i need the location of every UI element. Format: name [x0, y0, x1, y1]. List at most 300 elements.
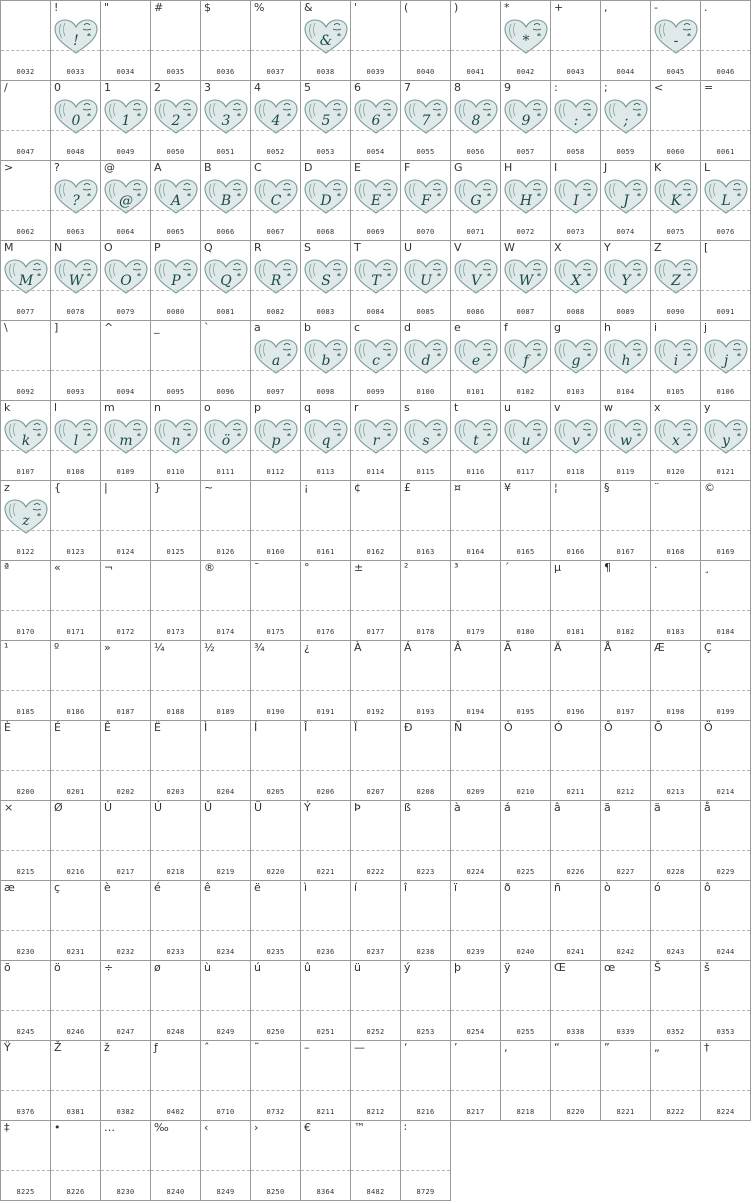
glyph-letter: 0 — [71, 113, 81, 129]
baseline-divider — [301, 770, 350, 771]
baseline-divider — [1, 450, 50, 451]
character-label: † — [704, 1041, 710, 1054]
glyph-cell — [100, 720, 150, 800]
glyph-cell — [500, 0, 550, 80]
glyph-cell — [100, 160, 150, 240]
glyph-letter: * — [522, 33, 530, 49]
glyph-cell — [250, 960, 300, 1040]
character-label: E — [354, 161, 361, 174]
baseline-divider — [151, 690, 200, 691]
character-code: 0249 — [216, 1028, 235, 1036]
character-code: 0353 — [716, 1028, 735, 1036]
baseline-divider — [451, 1010, 500, 1011]
glyph-cell — [200, 80, 250, 160]
glyph-cell — [200, 720, 250, 800]
character-label: 3 — [204, 81, 211, 94]
baseline-divider — [301, 930, 350, 931]
baseline-divider — [601, 850, 650, 851]
character-label: Ú — [154, 801, 163, 814]
glyph-cell — [250, 320, 300, 400]
character-label: f — [504, 321, 508, 334]
glyph-cell — [650, 800, 700, 880]
character-code: 0069 — [366, 228, 385, 236]
character-label: ¸ — [704, 561, 710, 574]
baseline-divider — [451, 770, 500, 771]
character-label: d — [404, 321, 411, 334]
character-code: 0177 — [366, 628, 385, 636]
baseline-divider — [701, 770, 750, 771]
glyph-cell — [600, 400, 650, 480]
glyph-cell — [150, 800, 200, 880]
character-label: ó — [654, 881, 661, 894]
character-code: 0220 — [266, 868, 285, 876]
glyph-cell — [500, 320, 550, 400]
character-code: 0181 — [566, 628, 585, 636]
glyph-letter: j — [723, 353, 729, 369]
glyph-letter: E — [370, 193, 382, 209]
character-code: 0119 — [616, 468, 635, 476]
baseline-divider — [201, 1010, 250, 1011]
glyph-letter: O — [120, 273, 132, 289]
glyph-letter: 9 — [521, 113, 531, 129]
glyph-cell — [650, 1040, 700, 1121]
character-code: 0090 — [666, 308, 685, 316]
character-code: 8224 — [716, 1108, 735, 1116]
glyph-cell — [650, 0, 700, 80]
baseline-divider — [601, 210, 650, 211]
glyph-letter: P — [171, 273, 181, 289]
glyph-letter: B — [220, 193, 232, 209]
baseline-divider — [251, 1090, 300, 1091]
glyph-cell — [450, 720, 500, 800]
character-label: D — [304, 161, 313, 174]
baseline-divider — [151, 50, 200, 51]
character-code: 0047 — [16, 148, 35, 156]
character-label: â — [554, 801, 561, 814]
glyph-cell — [400, 880, 450, 960]
character-label: e — [454, 321, 461, 334]
baseline-divider — [51, 130, 100, 131]
character-label: ä — [654, 801, 661, 814]
baseline-divider — [201, 1170, 250, 1171]
character-code: 0243 — [666, 948, 685, 956]
character-label: ž — [104, 1041, 110, 1054]
character-label: ^ — [104, 321, 114, 334]
character-code: 0064 — [116, 228, 135, 236]
baseline-divider — [1, 530, 50, 531]
glyph-cell — [450, 800, 500, 880]
character-code: 0167 — [616, 548, 635, 556]
baseline-divider — [151, 1170, 200, 1171]
character-label: ) — [454, 1, 459, 14]
character-code: 0170 — [16, 628, 35, 636]
character-code: 0056 — [466, 148, 485, 156]
glyph-cell — [700, 400, 751, 480]
character-code: 0232 — [116, 948, 135, 956]
baseline-divider — [451, 210, 500, 211]
baseline-divider — [151, 370, 200, 371]
character-code: 0160 — [266, 548, 285, 556]
glyph-cell — [250, 800, 300, 880]
glyph-cell — [300, 80, 350, 160]
baseline-divider — [601, 770, 650, 771]
character-label: ¦ — [554, 481, 558, 494]
character-label: ] — [54, 321, 59, 334]
glyph-cell — [700, 960, 751, 1040]
character-label: á — [504, 801, 511, 814]
character-label: × — [4, 801, 14, 814]
glyph-cell — [100, 960, 150, 1040]
character-label: ‹ — [204, 1121, 209, 1134]
baseline-divider — [1, 370, 50, 371]
character-code: 8220 — [566, 1108, 585, 1116]
character-label: Þ — [354, 801, 361, 814]
glyph-cell — [300, 0, 350, 80]
character-code: 0113 — [316, 468, 335, 476]
character-code: 0032 — [16, 68, 35, 76]
character-label: n — [154, 401, 161, 414]
character-code: 0207 — [366, 788, 385, 796]
glyph-letter: R — [270, 273, 282, 289]
glyph-cell — [50, 80, 100, 160]
character-label: g — [554, 321, 561, 334]
character-label: ¼ — [154, 641, 165, 654]
baseline-divider — [201, 690, 250, 691]
character-label: ( — [404, 1, 409, 14]
baseline-divider — [151, 770, 200, 771]
baseline-divider — [401, 690, 450, 691]
glyph-cell — [250, 160, 300, 240]
baseline-divider — [1, 610, 50, 611]
character-code: 0114 — [366, 468, 385, 476]
glyph-cell — [0, 640, 50, 720]
character-code: 0244 — [716, 948, 735, 956]
glyph-cell — [400, 640, 450, 720]
character-code: 0057 — [516, 148, 535, 156]
glyph-letter: L — [721, 193, 731, 209]
glyph-letter: 8 — [471, 113, 481, 129]
character-label: ' — [354, 1, 358, 14]
character-label: q — [304, 401, 311, 414]
character-code: 0052 — [266, 148, 285, 156]
glyph-cell — [350, 240, 400, 320]
glyph-cell — [0, 0, 50, 80]
character-code: 0173 — [166, 628, 185, 636]
baseline-divider — [351, 610, 400, 611]
character-label: ¡ — [304, 481, 309, 494]
baseline-divider — [401, 290, 450, 291]
baseline-divider — [701, 610, 750, 611]
glyph-cell — [50, 0, 100, 80]
baseline-divider — [651, 1090, 700, 1091]
glyph-cell — [350, 640, 400, 720]
baseline-divider — [701, 530, 750, 531]
glyph-cell — [0, 480, 50, 560]
baseline-divider — [351, 130, 400, 131]
baseline-divider — [451, 690, 500, 691]
character-code: 0101 — [466, 388, 485, 396]
character-code: 0195 — [516, 708, 535, 716]
baseline-divider — [401, 770, 450, 771]
character-code: 0161 — [316, 548, 335, 556]
character-label: ì — [304, 881, 308, 894]
baseline-divider — [301, 530, 350, 531]
character-code: 0219 — [216, 868, 235, 876]
baseline-divider — [201, 370, 250, 371]
glyph-cell — [450, 560, 500, 640]
character-code: 0168 — [666, 548, 685, 556]
character-label: ~ — [204, 481, 214, 494]
character-code: 0184 — [716, 628, 735, 636]
glyph-cell — [650, 80, 700, 160]
glyph-cell — [0, 160, 50, 240]
character-code: 0089 — [616, 308, 635, 316]
character-code: 0046 — [716, 68, 735, 76]
glyph-letter: p — [271, 433, 281, 449]
character-code: 0049 — [116, 148, 135, 156]
glyph-cell — [200, 1120, 250, 1201]
glyph-letter: c — [372, 353, 380, 369]
glyph-cell — [600, 0, 650, 80]
glyph-cell — [300, 640, 350, 720]
character-label: £ — [404, 481, 411, 494]
character-code: 8482 — [366, 1188, 385, 1196]
baseline-divider — [451, 370, 500, 371]
baseline-divider — [351, 370, 400, 371]
character-label: ± — [354, 561, 364, 574]
glyph-cell — [200, 640, 250, 720]
baseline-divider — [101, 450, 150, 451]
baseline-divider — [651, 850, 700, 851]
character-label: x — [654, 401, 661, 414]
glyph-cell — [700, 0, 751, 80]
character-code: 8222 — [666, 1108, 685, 1116]
glyph-cell — [250, 880, 300, 960]
glyph-cell — [150, 560, 200, 640]
character-code: 0238 — [416, 948, 435, 956]
glyph-cell — [300, 400, 350, 480]
character-label: Â — [454, 641, 462, 654]
character-label: Y — [604, 241, 611, 254]
character-label: ë — [254, 881, 261, 894]
glyph-cell — [650, 720, 700, 800]
baseline-divider — [551, 530, 600, 531]
character-label: ê — [204, 881, 211, 894]
glyph-cell — [100, 640, 150, 720]
glyph-cell — [300, 160, 350, 240]
glyph-cell — [600, 160, 650, 240]
glyph-cell — [550, 240, 600, 320]
character-code: 0222 — [366, 868, 385, 876]
character-code: 0215 — [16, 868, 35, 876]
character-label: Ž — [54, 1041, 62, 1054]
glyph-cell — [50, 720, 100, 800]
character-label: º — [54, 641, 60, 654]
character-code: 0080 — [166, 308, 185, 316]
character-code: 0094 — [116, 388, 135, 396]
character-code: 0171 — [66, 628, 85, 636]
glyph-cell — [700, 560, 751, 640]
character-code: 0124 — [116, 548, 135, 556]
character-code: 0075 — [666, 228, 685, 236]
character-code: 0122 — [16, 548, 35, 556]
baseline-divider — [551, 610, 600, 611]
character-code: 0036 — [216, 68, 235, 76]
character-label: l — [54, 401, 58, 414]
glyph-cell — [550, 160, 600, 240]
baseline-divider — [101, 690, 150, 691]
baseline-divider — [701, 290, 750, 291]
baseline-divider — [51, 290, 100, 291]
character-code: 0253 — [416, 1028, 435, 1036]
baseline-divider — [651, 530, 700, 531]
character-code: 0175 — [266, 628, 285, 636]
character-code: 0248 — [166, 1028, 185, 1036]
baseline-divider — [251, 50, 300, 51]
character-label: Ã — [504, 641, 512, 654]
baseline-divider — [701, 370, 750, 371]
character-code: 0231 — [66, 948, 85, 956]
baseline-divider — [351, 210, 400, 211]
glyph-cell — [0, 80, 50, 160]
glyph-cell — [0, 1120, 50, 1201]
character-label: Ë — [154, 721, 161, 734]
character-code: 0079 — [116, 308, 135, 316]
character-label: N — [54, 241, 63, 254]
character-code: 8221 — [616, 1108, 635, 1116]
character-code: 0194 — [466, 708, 485, 716]
character-label: p — [254, 401, 261, 414]
glyph-cell — [500, 960, 550, 1040]
character-label: ” — [604, 1041, 610, 1054]
glyph-cell — [150, 480, 200, 560]
glyph-cell — [650, 640, 700, 720]
baseline-divider — [1, 930, 50, 931]
baseline-divider — [601, 290, 650, 291]
glyph-cell — [200, 320, 250, 400]
character-label: § — [604, 481, 610, 494]
baseline-divider — [301, 850, 350, 851]
character-code: 8216 — [416, 1108, 435, 1116]
baseline-divider — [651, 210, 700, 211]
character-label: Ç — [704, 641, 712, 654]
character-label: 1 — [104, 81, 111, 94]
character-label: ª — [4, 561, 10, 574]
character-label: ¨ — [654, 481, 660, 494]
baseline-divider — [1, 1170, 50, 1171]
glyph-letter: a — [271, 353, 281, 369]
glyph-cell — [250, 240, 300, 320]
character-label: › — [254, 1121, 259, 1134]
baseline-divider — [551, 1090, 600, 1091]
glyph-cell — [0, 800, 50, 880]
character-code: 0103 — [566, 388, 585, 396]
character-label: S — [304, 241, 311, 254]
glyph-cell — [350, 1040, 400, 1120]
character-code: 0066 — [216, 228, 235, 236]
character-label: Á — [404, 641, 412, 654]
character-code: 8364 — [316, 1188, 335, 1196]
baseline-divider — [301, 290, 350, 291]
character-code: 0083 — [316, 308, 335, 316]
character-label: H — [504, 161, 513, 174]
character-code: 0252 — [366, 1028, 385, 1036]
baseline-divider — [101, 930, 150, 931]
character-label: K — [654, 161, 662, 174]
baseline-divider — [151, 1010, 200, 1011]
character-label: ‚ — [504, 1041, 508, 1054]
glyph-cell — [50, 160, 100, 240]
character-label: r — [354, 401, 359, 414]
glyph-cell — [500, 720, 550, 800]
glyph-cell — [150, 960, 200, 1040]
character-code: 0196 — [566, 708, 585, 716]
character-code: 0221 — [316, 868, 335, 876]
baseline-divider — [451, 930, 500, 931]
character-label: ³ — [454, 561, 459, 574]
character-label: z — [4, 481, 10, 494]
glyph-letter: b — [321, 353, 331, 369]
character-label: V — [454, 241, 462, 254]
character-code: 0099 — [366, 388, 385, 396]
baseline-divider — [101, 530, 150, 531]
character-label: ‡ — [4, 1121, 10, 1134]
baseline-divider — [651, 690, 700, 691]
baseline-divider — [551, 1010, 600, 1011]
character-code: 0732 — [266, 1108, 285, 1116]
glyph-cell — [450, 880, 500, 960]
baseline-divider — [601, 610, 650, 611]
character-label: ` — [204, 321, 210, 334]
glyph-cell — [350, 880, 400, 960]
character-label: ´ — [504, 561, 510, 574]
character-code: 0204 — [216, 788, 235, 796]
glyph-cell — [100, 240, 150, 320]
character-label: à — [454, 801, 461, 814]
baseline-divider — [151, 1090, 200, 1091]
baseline-divider — [151, 290, 200, 291]
baseline-divider — [351, 450, 400, 451]
character-label: w — [604, 401, 613, 414]
glyph-letter: 2 — [171, 113, 181, 129]
character-code: 0076 — [716, 228, 735, 236]
glyph-cell — [400, 560, 450, 640]
character-code: 0338 — [566, 1028, 585, 1036]
glyph-cell — [100, 480, 150, 560]
glyph-cell — [600, 720, 650, 800]
character-label: m — [104, 401, 115, 414]
glyph-cell — [500, 480, 550, 560]
character-code: 0043 — [566, 68, 585, 76]
glyph-letter: K — [670, 193, 682, 209]
glyph-cell — [150, 0, 200, 80]
baseline-divider — [701, 1010, 750, 1011]
character-label: U — [404, 241, 413, 254]
baseline-divider — [51, 50, 100, 51]
character-label: ò — [604, 881, 611, 894]
glyph-cell — [100, 0, 150, 80]
character-code: 0074 — [616, 228, 635, 236]
character-code: 0192 — [366, 708, 385, 716]
character-label: æ — [4, 881, 15, 894]
character-label: ! — [54, 1, 59, 14]
character-label: ’ — [454, 1041, 458, 1054]
glyph-letter: l — [73, 433, 79, 449]
character-code: 0197 — [616, 708, 635, 716]
character-code: 0059 — [616, 148, 635, 156]
baseline-divider — [151, 130, 200, 131]
character-label: # — [154, 1, 164, 14]
